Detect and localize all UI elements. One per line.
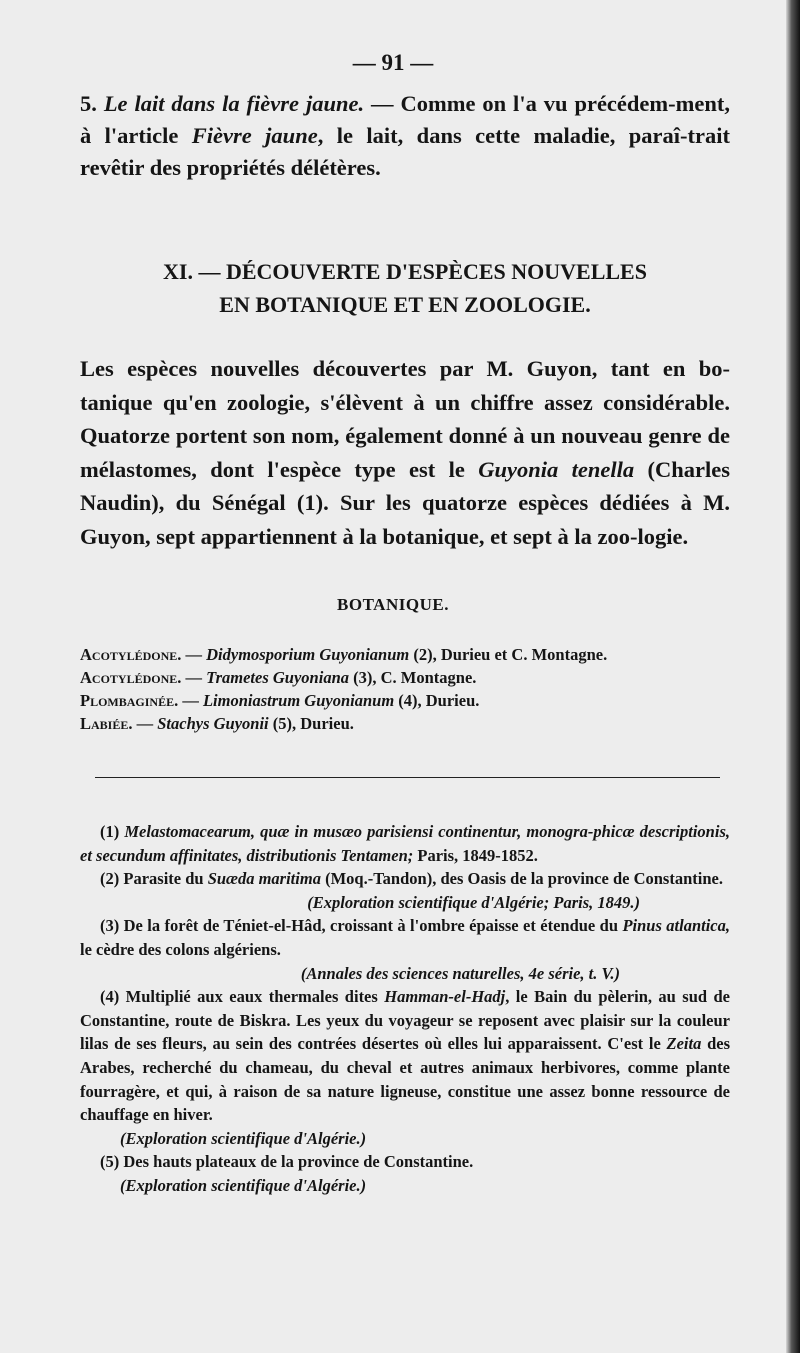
item-reference: Fièvre jaune bbox=[191, 123, 318, 148]
species-name: Guyonia tenella bbox=[478, 456, 635, 482]
paragraph-text-1: Les espèces nouvelles découvertes par M. Guyon, tant en bo-tanique qu'en zoologie, s'élèvent à un chiffre assez considérable. Quatorze portent son nom, également donné à un nouveau genre de mélastomes, dont l'espèce type est le bbox=[80, 356, 730, 482]
family-label: Labiée. bbox=[80, 714, 133, 733]
list-item: Acotylédone. — Trametes Guyoniana (3), C. Montagne. bbox=[80, 668, 477, 687]
botanique-title: BOTANIQUE. bbox=[337, 595, 449, 614]
footnotes bbox=[80, 820, 730, 1198]
species-name: Trametes Guyoniana bbox=[206, 668, 349, 687]
list-item: Acotylédone. — Didymosporium Guyonianum (2), Durieu et C. Montagne. bbox=[80, 645, 608, 664]
entry-detail: (5), Durieu. bbox=[268, 714, 354, 733]
item-title: Le lait dans la fièvre jaune. bbox=[103, 91, 365, 116]
entry-detail: (2), Durieu et C. Montagne. bbox=[409, 645, 608, 664]
section-heading-line-2: EN BOTANIQUE ET EN ZOOLOGIE. bbox=[219, 292, 591, 317]
footnote-4-source: (Exploration scientifique d'Algérie.) bbox=[120, 1128, 367, 1148]
family-label: Plombaginée. bbox=[80, 691, 179, 710]
footnote-3-source: (Annales des sciences naturelles, 4e série, t. V.) bbox=[300, 963, 620, 983]
footnote-1: (1) Melastomacearum, quæ in musæo parisiensi continentur, monogra-phicæ descriptionis, et secundum affinitates, distributionis Tentamen; Paris, 1849-1852. bbox=[80, 822, 730, 865]
species-name: Didymosporium Guyonianum bbox=[206, 645, 410, 664]
section-heading-line-1: XI. — DÉCOUVERTE D'ESPÈCES NOUVELLES bbox=[163, 259, 647, 284]
entry-detail: (3), C. Montagne. bbox=[349, 668, 477, 687]
page-edge-shadow bbox=[786, 0, 800, 1353]
family-label: Acotylédone. bbox=[80, 645, 182, 664]
footnote-2: (2) Parasite du Suæda maritima (Moq.-Tandon), des Oasis de la province de Constantine. bbox=[100, 869, 723, 889]
item-number: 5. bbox=[80, 91, 97, 116]
species-name: Limoniastrum Guyonianum bbox=[202, 691, 395, 710]
botanique-list bbox=[80, 643, 730, 735]
page-number: — 91 — bbox=[352, 50, 434, 75]
footnote-5: (5) Des hauts plateaux de la province de Constantine. bbox=[100, 1152, 474, 1172]
footnote-divider bbox=[95, 777, 720, 778]
list-item: Plombaginée. — Limoniastrum Guyonianum (4), Durieu. bbox=[80, 691, 480, 710]
item-text-1: — Comme on l'a vu précédem-ment, à l'article bbox=[80, 91, 731, 148]
footnote-4: (4) Multiplié aux eaux thermales dites Hamman-el-Hadj, le Bain du pèlerin, au sud de Constantine, route de Biskra. Les yeux du voyageur se reposent avec plaisir sur la couleur lilas de ses fleurs, au sein des contrées désertes où elles lui apparaissent. C'est le Zeita des Arabes, recherché du chameau, du cheval et autres animaux herbivores, comme plante fourragère, et qui, à raison de sa nature ligneuse, constitue une assez bonne ressource de chauffage en hiver. bbox=[80, 987, 731, 1125]
item-text-2: , le lait, dans cette maladie, paraî-trait revêtir des propriétés délétères. bbox=[80, 123, 730, 180]
footnote-5-source: (Exploration scientifique d'Algérie.) bbox=[120, 1175, 367, 1195]
footnote-2-source: (Exploration scientifique d'Algérie; Paris, 1849.) bbox=[307, 892, 640, 912]
paragraph-species bbox=[80, 352, 730, 553]
paragraph-item-5 bbox=[80, 88, 730, 184]
family-label: Acotylédone. bbox=[80, 668, 182, 687]
list-item: Labiée. — Stachys Guyonii (5), Durieu. bbox=[80, 714, 354, 733]
paragraph-text-2: (Charles Naudin), du Sénégal (1). Sur les quatorze espèces dédiées à M. Guyon, sept appartiennent à la botanique, et sept à la zoo-logie. bbox=[80, 456, 730, 549]
footnote-3: (3) De la forêt de Téniet-el-Hâd, croissant à l'ombre épaisse et étendue du Pinus atlantica, le cèdre des colons algériens. bbox=[80, 916, 730, 959]
entry-detail: (4), Durieu. bbox=[394, 691, 480, 710]
species-name: Stachys Guyonii bbox=[157, 714, 269, 733]
